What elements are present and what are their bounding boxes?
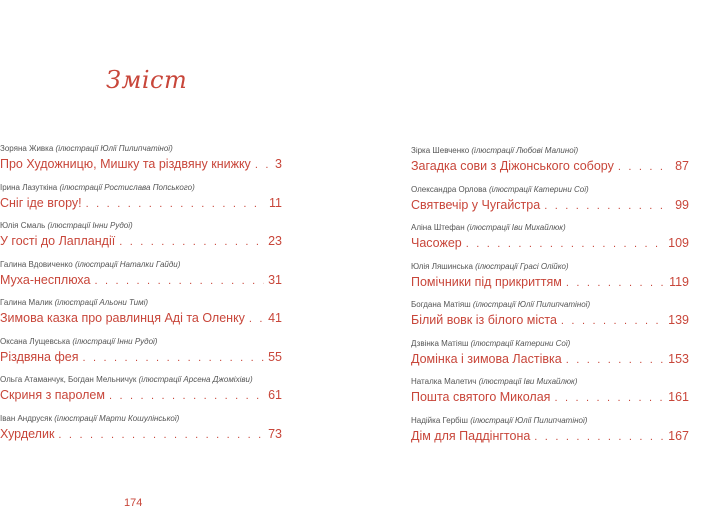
entry-page-number[interactable]: 99	[675, 197, 689, 212]
entry-title[interactable]: Скриня з паролем	[0, 388, 105, 402]
author-name: Зоряна Живка	[0, 144, 54, 153]
entry-title[interactable]: Домінка і зимова Ластівка	[411, 351, 562, 366]
entry-page-number[interactable]: 41	[268, 311, 282, 325]
entry-line[interactable]	[411, 389, 689, 406]
illustrator-credit: (ілюстрації Альони Тимі)	[54, 298, 149, 307]
toc-entry	[0, 260, 282, 298]
entry-page-number[interactable]: 161	[668, 390, 689, 404]
leader-dots	[566, 275, 665, 291]
illustrator-credit: (ілюстрації Катерини Сої)	[488, 184, 589, 194]
entry-title[interactable]: Різдвяна фея	[0, 349, 79, 364]
entry-line[interactable]	[411, 235, 689, 252]
toc-entry	[0, 414, 282, 452]
author-name: Галина Малик	[0, 298, 53, 307]
author-name: Ірина Лазуткіна	[0, 182, 58, 192]
illustrator-credit: (ілюстрації Іви Михайлюк)	[478, 377, 578, 386]
toc-entry	[0, 221, 282, 259]
entry-page-number[interactable]: 139	[668, 313, 689, 327]
entry-title[interactable]: У гості до Лапландії	[0, 234, 116, 248]
leader-dots	[86, 196, 265, 212]
entry-author	[411, 262, 569, 272]
toc-entry	[411, 146, 689, 184]
leader-dots	[119, 234, 264, 250]
toc-entry	[0, 298, 282, 336]
illustrator-credit: (ілюстрації Грасі Олійко)	[475, 261, 569, 271]
entry-author	[411, 300, 590, 310]
entry-page-number[interactable]: 73	[268, 426, 282, 441]
illustrator-credit: (ілюстрації Марти Кошулінської)	[54, 413, 180, 423]
entry-page-number[interactable]: 11	[269, 195, 282, 210]
author-name: Галина Вдовиченко	[0, 259, 73, 269]
entry-author	[411, 416, 587, 426]
toc-entry	[411, 416, 689, 454]
entry-title[interactable]: Про Художницю, Мишку та різдвяну книжку	[0, 157, 251, 171]
entry-author	[0, 221, 133, 231]
entry-title[interactable]: Помічники під прикриттям	[411, 274, 562, 289]
entry-author	[0, 375, 253, 385]
entry-author	[411, 377, 577, 387]
toc-entry	[0, 183, 282, 221]
entry-author	[411, 146, 578, 156]
entry-line[interactable]	[0, 387, 282, 404]
toc-entry	[0, 144, 282, 182]
leader-dots	[554, 390, 664, 406]
illustrator-credit: (ілюстрації Ростислава Попського)	[59, 182, 195, 192]
leader-dots	[618, 159, 671, 175]
entry-page-number[interactable]: 31	[268, 272, 282, 287]
entry-author	[0, 298, 148, 308]
entry-line[interactable]	[411, 197, 689, 214]
entry-line[interactable]	[0, 156, 282, 173]
illustrator-credit: (ілюстрації Арсена Джоміхіви)	[138, 375, 253, 384]
entry-author	[411, 223, 566, 233]
page-title: Зміст	[106, 66, 188, 94]
toc-entry	[411, 223, 689, 261]
leader-dots	[249, 311, 264, 327]
illustrator-credit: (ілюстрації Катерини Сої)	[470, 338, 571, 348]
entry-line[interactable]	[411, 274, 689, 291]
leader-dots	[544, 198, 671, 214]
entry-line[interactable]	[0, 195, 282, 212]
entry-author	[411, 339, 570, 349]
toc-entry	[0, 337, 282, 375]
leader-dots	[255, 157, 271, 173]
entry-page-number[interactable]: 167	[668, 428, 689, 443]
leader-dots	[566, 352, 664, 368]
leader-dots	[466, 236, 664, 252]
toc-entry	[411, 185, 689, 223]
entry-author	[0, 183, 195, 193]
illustrator-credit: (ілюстрації Юлії Пилипчатіної)	[470, 415, 588, 425]
author-name: Аліна Штефан	[411, 223, 465, 232]
entry-line[interactable]	[411, 428, 689, 445]
entry-line[interactable]	[411, 158, 689, 175]
entry-title[interactable]: Муха-несплюха	[0, 272, 91, 287]
toc-entry	[0, 375, 282, 413]
entry-line[interactable]	[0, 426, 282, 443]
entry-page-number[interactable]: 23	[268, 234, 282, 248]
entry-line[interactable]	[0, 233, 282, 250]
entry-author	[0, 144, 173, 154]
author-name: Дзвінка Матіяш	[411, 338, 469, 348]
author-name: Ольга Атаманчук, Богдан Мельничук	[0, 375, 137, 384]
entry-title[interactable]: Часожер	[411, 236, 462, 250]
entry-page-number[interactable]: 61	[268, 388, 282, 402]
entry-title[interactable]: Загадка сови з Діжонського собору	[411, 159, 614, 173]
entry-author	[0, 337, 157, 347]
page-number: 174	[124, 497, 143, 509]
author-name: Зірка Шевченко	[411, 146, 470, 155]
entry-title[interactable]: Білий вовк із білого міста	[411, 313, 557, 327]
entry-author	[0, 414, 179, 424]
entry-page-number[interactable]: 87	[675, 159, 689, 173]
author-name: Юлія Смаль	[0, 221, 46, 230]
illustrator-credit: (ілюстрації Інни Рудої)	[72, 336, 158, 346]
entry-line[interactable]	[411, 351, 689, 368]
toc-entry	[411, 300, 689, 338]
entry-title[interactable]: Хурделик	[0, 426, 55, 441]
entry-title[interactable]: Святвечір у Чугайстра	[411, 197, 541, 212]
leader-dots	[58, 427, 264, 443]
entry-page-number[interactable]: 3	[275, 157, 282, 171]
entry-author	[411, 185, 589, 195]
entry-title[interactable]: Дім для Паддінгтона	[411, 428, 531, 443]
entry-line[interactable]	[0, 310, 282, 327]
author-name: Іван Андрусяк	[0, 413, 52, 423]
illustrator-credit: (ілюстрації Іви Михайлюк)	[466, 223, 566, 232]
entry-title[interactable]: Пошта святого Миколая	[411, 390, 551, 404]
illustrator-credit: (ілюстрації Інни Рудої)	[47, 221, 133, 230]
author-name: Олександра Орлова	[411, 184, 487, 194]
toc-entry	[411, 339, 689, 377]
entry-line[interactable]	[411, 312, 689, 329]
entry-line[interactable]	[0, 349, 282, 366]
illustrator-credit: (ілюстрації Наталки Гайди)	[74, 259, 181, 269]
entry-title[interactable]: Зимова казка про равлинця Аді та Оленку	[0, 311, 245, 325]
toc-entry	[411, 262, 689, 300]
leader-dots	[109, 388, 264, 404]
author-name: Наталка Малетич	[411, 377, 477, 386]
entry-page-number[interactable]: 119	[669, 274, 689, 289]
illustrator-credit: (ілюстрації Юлії Пилипчатіної)	[472, 300, 591, 309]
entry-line[interactable]	[0, 272, 282, 289]
entry-title[interactable]: Сніг іде вгору!	[0, 195, 82, 210]
entry-page-number[interactable]: 55	[268, 349, 282, 364]
author-name: Оксана Лущевська	[0, 336, 71, 346]
author-name: Богдана Матіяш	[411, 300, 471, 309]
leader-dots	[95, 273, 265, 289]
entry-page-number[interactable]: 109	[668, 236, 689, 250]
entry-page-number[interactable]: 153	[668, 351, 689, 366]
author-name: Надійка Гербіш	[411, 415, 468, 425]
entry-author	[0, 260, 180, 270]
leader-dots	[534, 429, 664, 445]
leader-dots	[82, 350, 264, 366]
leader-dots	[561, 313, 664, 329]
illustrator-credit: (ілюстрації Юлії Пилипчатіної)	[55, 144, 173, 153]
illustrator-credit: (ілюстрації Любові Малиної)	[471, 146, 579, 155]
toc-entry	[411, 377, 689, 415]
author-name: Юлія Ляшинська	[411, 261, 473, 271]
